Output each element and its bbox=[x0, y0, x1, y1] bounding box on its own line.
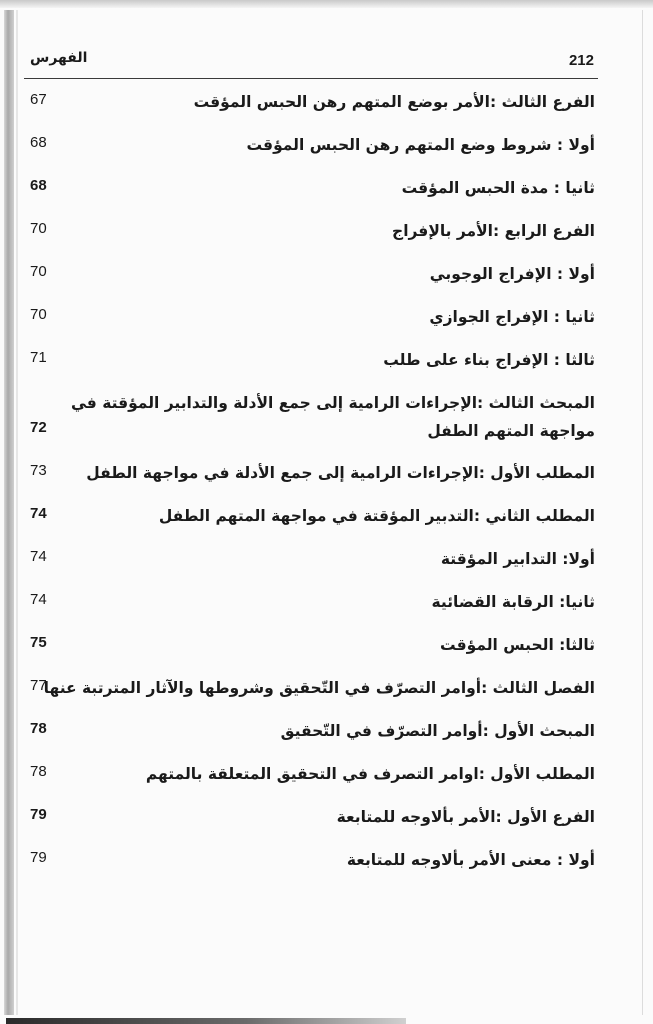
toc-entry-title: المبحث الثالث :الإجراءات الرامية إلى جمع الأدلة والتدابير المؤقتة في مواجهة المتهم الطفل bbox=[70, 394, 595, 440]
toc-entry-page: 71 bbox=[30, 349, 47, 366]
toc-entry-page: 72 bbox=[30, 419, 47, 436]
toc-entry-page: 79 bbox=[30, 806, 47, 823]
toc-entry bbox=[24, 82, 598, 125]
toc-entry bbox=[24, 625, 598, 668]
toc-entry-page: 70 bbox=[30, 263, 47, 280]
toc-entry-title: المطلب الأول :الإجراءات الرامية إلى جمع الأدلة في مواجهة الطفل bbox=[86, 464, 595, 482]
toc-entry-title: أولا : معنى الأمر بألاوجه للمتابعة bbox=[346, 851, 595, 869]
toc-entry-page: 78 bbox=[30, 720, 47, 737]
toc-entry-page: 68 bbox=[30, 134, 47, 151]
book-binding-inner bbox=[16, 10, 18, 1015]
toc-entry-title: أولا : الإفراج الوجوبي bbox=[429, 265, 595, 283]
toc-entry-page: 74 bbox=[30, 505, 47, 522]
page-right-edge bbox=[642, 10, 643, 1015]
toc-entry-page: 73 bbox=[30, 462, 47, 479]
table-of-contents bbox=[24, 82, 598, 883]
toc-entry-page: 74 bbox=[30, 591, 47, 608]
book-page bbox=[24, 40, 598, 883]
toc-entry bbox=[24, 254, 598, 297]
toc-entry-page: 75 bbox=[30, 634, 47, 651]
toc-entry-page: 79 bbox=[30, 849, 47, 866]
toc-entry-page: 68 bbox=[30, 177, 47, 194]
scan-bottom-shadow bbox=[6, 1018, 406, 1024]
toc-entry-title: المطلب الثاني :التدبير المؤقتة في مواجهة المتهم الطفل bbox=[158, 507, 595, 525]
toc-entry-page: 70 bbox=[30, 306, 47, 323]
toc-entry-title: الفرع الأول :الأمر بألاوجه للمتابعة bbox=[336, 808, 595, 826]
toc-entry-page: 78 bbox=[30, 763, 47, 780]
toc-entry-page: 67 bbox=[30, 91, 47, 108]
toc-entry-title: المبحث الأول :أوامر التصرّف في التّحقيق bbox=[280, 722, 595, 740]
toc-entry bbox=[24, 125, 598, 168]
header-page-number: 212 bbox=[568, 52, 594, 69]
toc-entry-title: ثالثا : الإفراج بناء على طلب bbox=[383, 351, 595, 369]
toc-entry-title: الفصل الثالث :أوامر التصرّف في التّحقيق وشروطها والآثار المترتبة عنها bbox=[43, 679, 595, 697]
toc-entry bbox=[24, 711, 598, 754]
header-title: الفهرس bbox=[30, 50, 88, 66]
toc-entry-title: الفرع الرابع :الأمر بالإفراج bbox=[392, 222, 595, 240]
book-binding-edge bbox=[4, 10, 14, 1015]
toc-entry bbox=[24, 539, 598, 582]
toc-entry bbox=[24, 668, 598, 711]
toc-entry bbox=[24, 840, 598, 883]
toc-entry-page: 77 bbox=[30, 677, 47, 694]
toc-entry-title: المطلب الأول :اوامر التصرف في التحقيق المتعلقة بالمتهم bbox=[145, 765, 595, 783]
toc-entry bbox=[24, 383, 598, 453]
toc-entry-title: الفرع الثالث :الأمر بوضع المتهم رهن الحبس المؤقت bbox=[193, 93, 595, 111]
page-header bbox=[24, 40, 598, 79]
toc-entry bbox=[24, 797, 598, 840]
toc-entry bbox=[24, 453, 598, 496]
toc-entry-title: ثانيا: الرقابة القضائية bbox=[431, 593, 595, 611]
toc-entry-title: ثانيا : مدة الحبس المؤقت bbox=[401, 179, 595, 197]
scan-top-shadow bbox=[0, 0, 653, 8]
toc-entry-title: ثالثا: الحبس المؤقت bbox=[440, 636, 595, 654]
toc-entry bbox=[24, 211, 598, 254]
toc-entry-page: 70 bbox=[30, 220, 47, 237]
toc-entry bbox=[24, 168, 598, 211]
toc-entry bbox=[24, 340, 598, 383]
toc-entry bbox=[24, 582, 598, 625]
toc-entry bbox=[24, 297, 598, 340]
toc-entry-title: ثانيا : الإفراج الجوازي bbox=[429, 308, 595, 326]
toc-entry-title: أولا: التدابير المؤقتة bbox=[440, 550, 595, 568]
toc-entry bbox=[24, 754, 598, 797]
toc-entry bbox=[24, 496, 598, 539]
toc-entry-title: أولا : شروط وضع المتهم رهن الحبس المؤقت bbox=[246, 136, 595, 154]
toc-entry-page: 74 bbox=[30, 548, 47, 565]
